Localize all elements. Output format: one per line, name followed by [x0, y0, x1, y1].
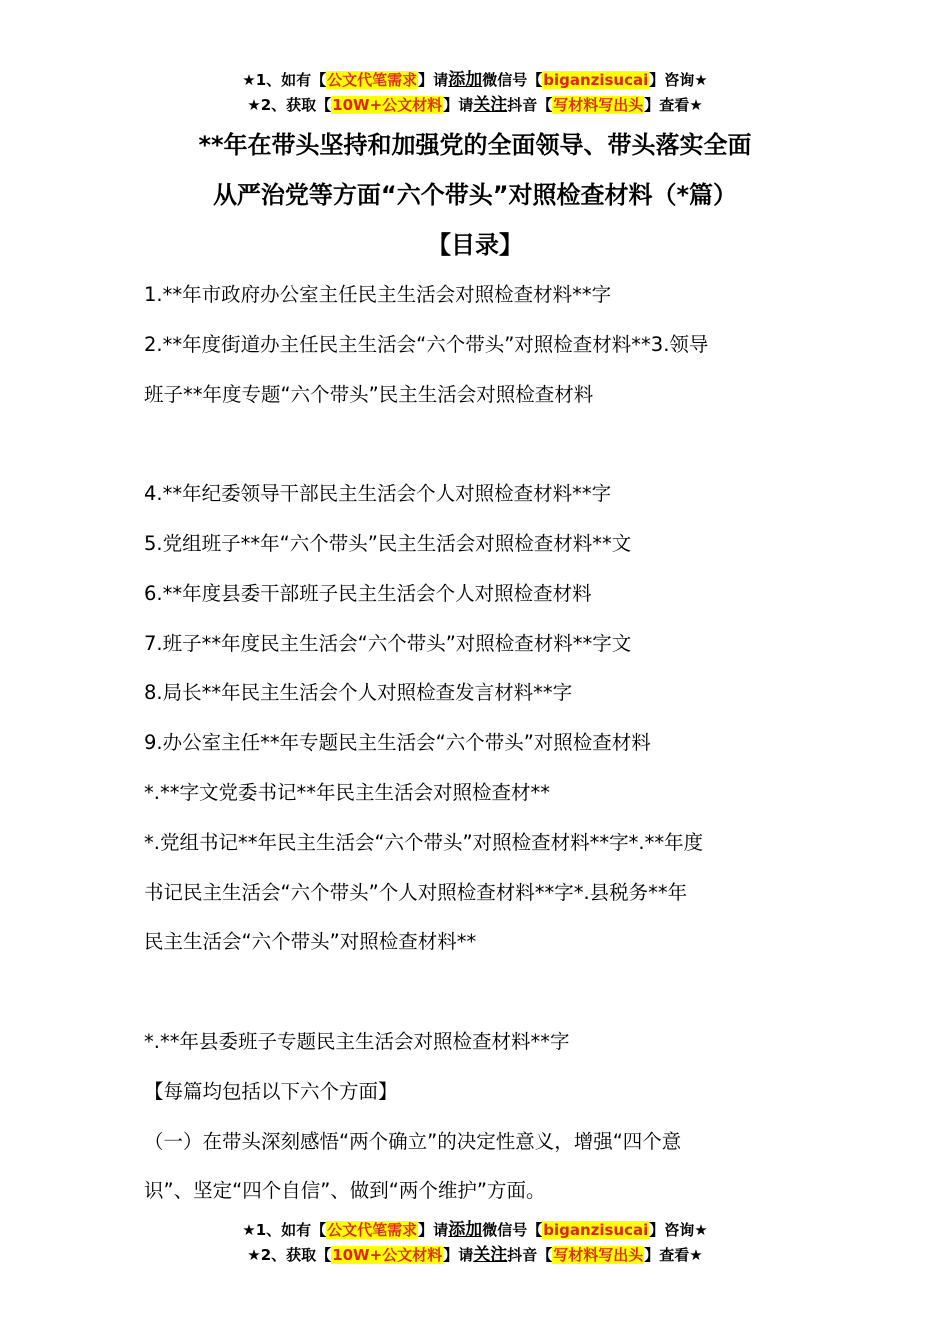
- toc-item: 7.班子**年度民主生活会“六个带头”对照检查材料**字文: [144, 631, 632, 655]
- ad-text: 抖音【: [507, 1246, 553, 1264]
- document-title-line-1: **年在带头坚持和加强党的全面领导、带头落实全面: [198, 131, 752, 159]
- section-heading: 【每篇均包括以下六个方面】: [144, 1079, 398, 1103]
- document-title-line-2: 从严治党等方面“六个带头”对照检查材料（*篇）: [212, 181, 738, 209]
- paragraph-line: （一）在带头深刻感悟“两个确立”的决定性意义，增强“四个意: [144, 1129, 682, 1153]
- ad-text: 】请: [443, 1246, 474, 1264]
- toc-item: 4.**年纪委领导干部民主生活会个人对照检查材料**字: [144, 482, 612, 506]
- top-ad-line-2: [0, 93, 950, 117]
- toc-item: 2.**年度街道办主任民主生活会“六个带头”对照检查材料**3.领导: [144, 332, 709, 356]
- ad-highlight: 公文代笔需求: [327, 1221, 418, 1239]
- ad-text: 微信号【: [482, 1221, 543, 1239]
- ad-text: 】咨询★: [649, 1221, 708, 1239]
- ad-text: 】查看★: [644, 1246, 703, 1264]
- toc-heading: 【目录】: [427, 231, 523, 259]
- ad-text: ★2、获取【: [247, 96, 332, 114]
- paragraph-line: 识”、坚定“四个自信”、做到“两个维护”方面。: [144, 1179, 546, 1203]
- ad-text: ★1、如有【: [242, 71, 327, 89]
- ad-text: 】请: [418, 71, 449, 89]
- toc-item: 5.党组班子**年“六个带头”民主生活会对照检查材料**文: [144, 531, 632, 555]
- ad-highlight: 公文代笔需求: [327, 71, 418, 89]
- toc-item: 班子**年度专题“六个带头”民主生活会对照检查材料: [144, 382, 594, 406]
- ad-text: 】请: [418, 1221, 449, 1239]
- ad-text: 】咨询★: [649, 71, 708, 89]
- ad-underline: 关注: [473, 95, 508, 115]
- toc-item: 民主生活会“六个带头”对照检查材料**: [144, 930, 477, 954]
- ad-text: 】查看★: [644, 96, 703, 114]
- ad-underline: 关注: [473, 1245, 508, 1265]
- ad-text: 微信号【: [482, 71, 543, 89]
- bottom-ad-line-1: [0, 1218, 950, 1242]
- ad-wechat-id: biganzisucai: [543, 71, 649, 89]
- ad-underline: 添加: [448, 1220, 483, 1240]
- toc-item: *.党组书记**年民主生活会“六个带头”对照检查材料**字*.**年度: [144, 830, 704, 854]
- blank-line: [144, 967, 808, 1017]
- toc-item: 8.局长**年民主生活会个人对照检查发言材料**字: [144, 681, 573, 705]
- blank-line: [144, 419, 808, 469]
- toc-item: 9.办公室主任**年专题民主生活会“六个带头”对照检查材料: [144, 731, 651, 755]
- ad-text: 】请: [443, 96, 474, 114]
- ad-underline: 添加: [448, 70, 483, 90]
- toc-item: 6.**年度县委干部班子民主生活会个人对照检查材料: [144, 581, 592, 605]
- toc-item: 1.**年市政府办公室主任民主生活会对照检查材料**字: [144, 283, 612, 306]
- bottom-ad-line-2: [0, 1243, 950, 1267]
- ad-text: ★1、如有【: [242, 1221, 327, 1239]
- ad-douyin-name: 写材料写出头: [553, 96, 644, 114]
- ad-text: ★2、获取【: [247, 1246, 332, 1264]
- toc-item: *.**字文党委书记**年民主生活会对照检查材**: [144, 780, 550, 804]
- ad-text: 抖音【: [507, 96, 553, 114]
- ad-douyin-name: 写材料写出头: [553, 1246, 644, 1264]
- ad-highlight: 10W+公文材料: [332, 96, 443, 114]
- top-ad-line-1: [0, 68, 950, 92]
- document-body: [144, 270, 808, 1216]
- ad-highlight: 10W+公文材料: [332, 1246, 443, 1264]
- ad-wechat-id: biganzisucai: [543, 1221, 649, 1239]
- toc-item: *.**年县委班子专题民主生活会对照检查材料**字: [144, 1029, 570, 1053]
- toc-item: 书记民主生活会“六个带头”个人对照检查材料**字*.县税务**年: [144, 880, 688, 904]
